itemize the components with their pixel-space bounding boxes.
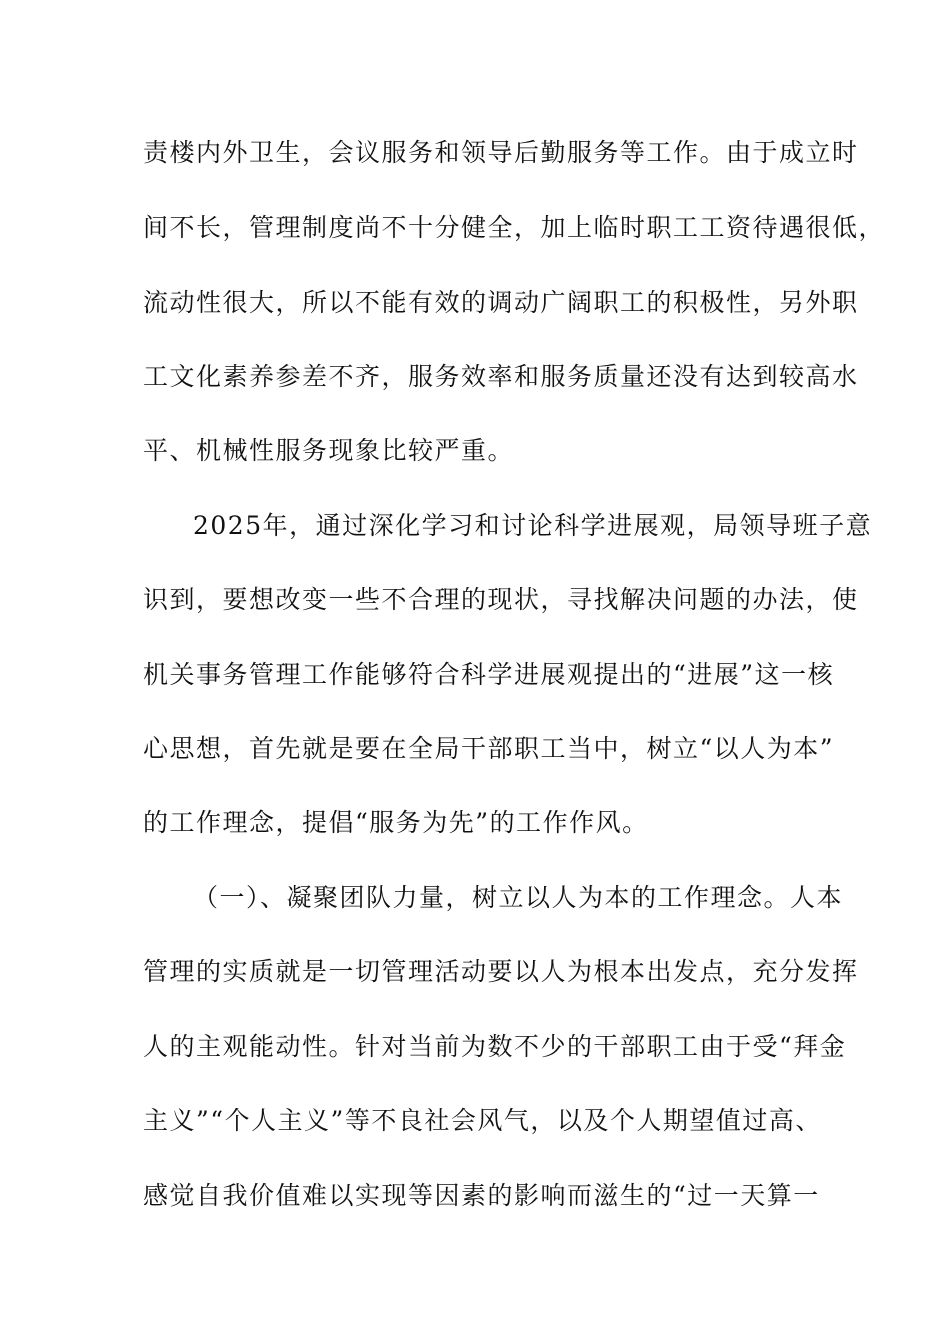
text-line: 主义”“个人主义”等不良社会风气，以及个人期望值过高、 bbox=[143, 1106, 822, 1135]
text-line: 人的主观能动性。针对当前为数不少的干部职工由于受“拜金 bbox=[143, 1032, 847, 1061]
paragraph-first-line: 2025年，通过深化学习和讨论科学进展观，局领导班子意 bbox=[193, 511, 873, 540]
text-line: 平、机械性服务现象比较严重。 bbox=[143, 436, 515, 465]
text-line: 感觉自我价值难以实现等因素的影响而滋生的“过一天算一 bbox=[143, 1181, 820, 1210]
text-line: 识到，要想改变一些不合理的现状，寻找解决问题的办法，使 bbox=[143, 585, 859, 614]
text-line: 流动性很大，所以不能有效的调动广阔职工的积极性，另外职 bbox=[143, 288, 859, 317]
text-line: 机关事务管理工作能够符合科学进展观提出的“进展”这一核 bbox=[143, 660, 835, 689]
text-line: 管理的实质就是一切管理活动要以人为根本出发点，充分发挥 bbox=[143, 957, 859, 986]
text-line: 工文化素养参差不齐，服务效率和服务质量还没有达到较高水 bbox=[143, 362, 859, 391]
text-line: 间不长，管理制度尚不十分健全，加上临时职工工资待遇很低， bbox=[143, 213, 886, 242]
text-line: 责楼内外卫生，会议服务和领导后勤服务等工作。由于成立时 bbox=[143, 138, 859, 167]
section-heading-line: （一）、凝聚团队力量，树立以人为本的工作理念。人本 bbox=[193, 883, 844, 912]
text-line: 的工作理念，提倡“服务为先”的工作作风。 bbox=[143, 808, 649, 837]
text-line: 心思想，首先就是要在全局干部职工当中，树立“以人为本” bbox=[143, 734, 835, 763]
